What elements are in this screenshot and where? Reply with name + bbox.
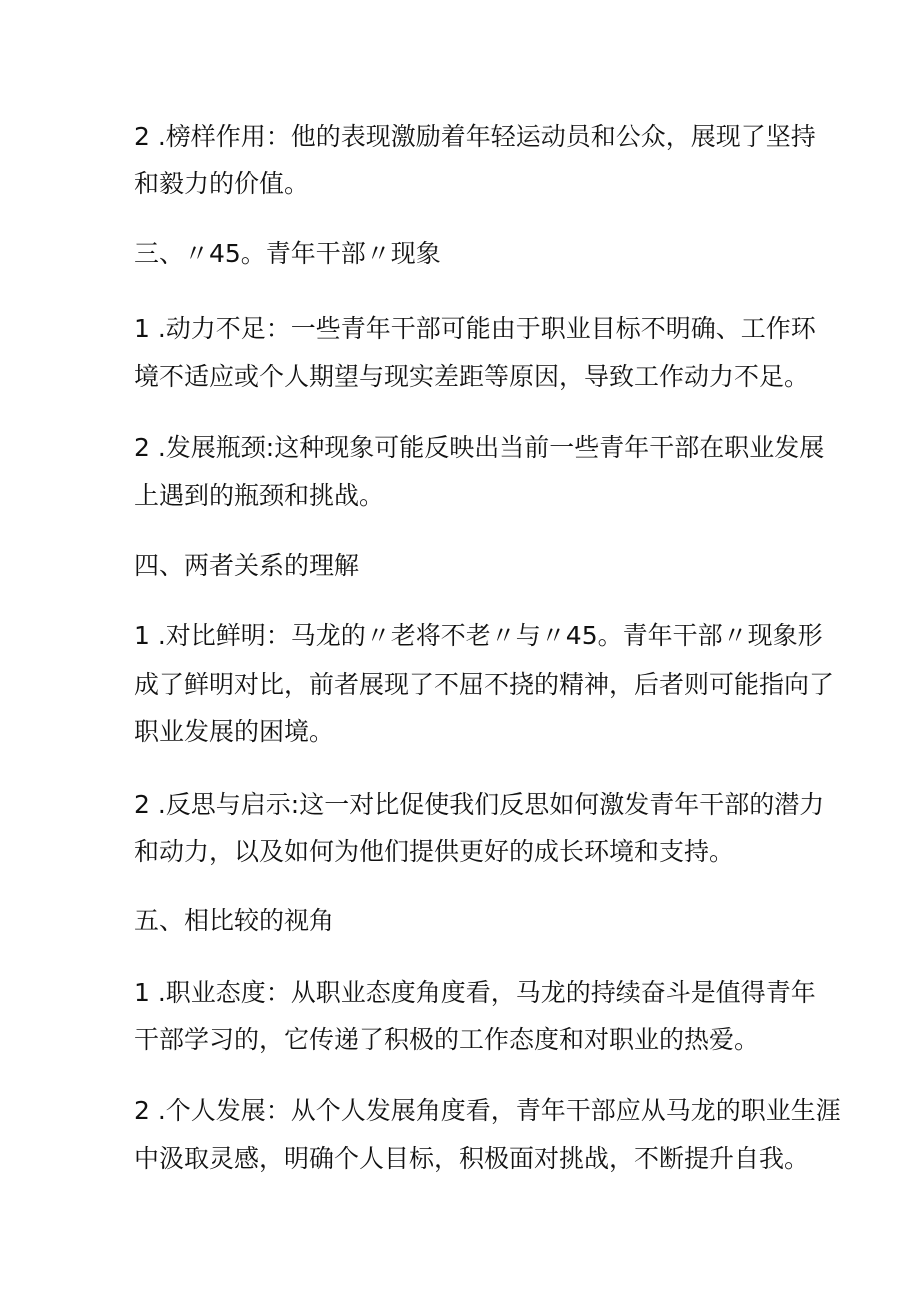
paragraph-attitude-line-2: 干部学习的，它传递了积极的工作态度和对职业的热爱。 xyxy=(134,1025,760,1054)
paragraph-bottleneck-line-1: 2 .发展瓶颈:这种现象可能反映出当前一些青年干部在职业发展 xyxy=(134,433,825,462)
section-heading-4: 四、两者关系的理解 xyxy=(134,551,360,580)
paragraph-development-line-2: 中汲取灵感，明确个人目标，积极面对挑战，不断提升自我。 xyxy=(134,1144,810,1173)
paragraph-attitude-line-1: 1 .职业态度：从职业态度角度看，马龙的持续奋斗是值得青年 xyxy=(134,978,816,1007)
paragraph-contrast-line-3: 职业发展的困境。 xyxy=(134,717,335,746)
paragraph-contrast-line-1: 1 .对比鲜明：马龙的〃老将不老〃与〃45。青年干部〃现象形 xyxy=(134,621,823,650)
paragraph-motivation-line-2: 境不适应或个人期望与现实差距等原因，导致工作动力不足。 xyxy=(134,362,810,391)
paragraph-motivation-line-1: 1 .动力不足：一些青年干部可能由于职业目标不明确、工作环 xyxy=(134,314,816,343)
paragraph-reflection-line-1: 2 .反思与启示:这一对比促使我们反思如何激发青年干部的潜力 xyxy=(134,790,825,819)
paragraph-bottleneck-line-2: 上遇到的瓶颈和挑战。 xyxy=(134,481,385,510)
section-heading-5: 五、相比较的视角 xyxy=(134,906,335,935)
paragraph-role-model-line-2: 和毅力的价值。 xyxy=(134,169,310,198)
section-heading-3: 三、〃45。青年干部〃现象 xyxy=(134,239,441,268)
paragraph-contrast-line-2: 成了鲜明对比，前者展现了不屈不挠的精神，后者则可能指向了 xyxy=(134,670,835,699)
paragraph-role-model-line-1: 2 .榜样作用：他的表现激励着年轻运动员和公众，展现了坚持 xyxy=(134,122,816,151)
paragraph-development-line-1: 2 .个人发展：从个人发展角度看，青年干部应从马龙的职业生涯 xyxy=(134,1096,841,1125)
paragraph-reflection-line-2: 和动力，以及如何为他们提供更好的成长环境和支持。 xyxy=(134,837,735,866)
